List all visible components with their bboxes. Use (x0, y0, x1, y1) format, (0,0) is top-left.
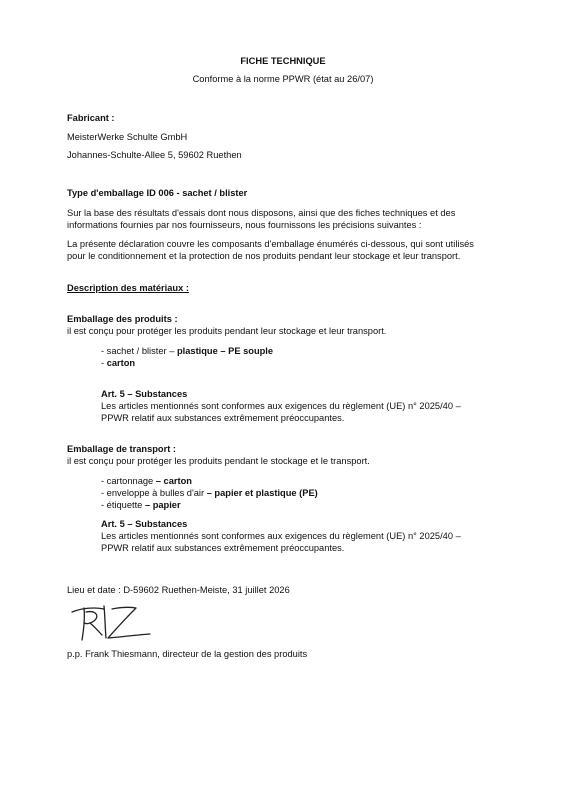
manufacturer-heading: Fabricant : (67, 113, 115, 123)
transport-material-item: - cartonnage – carton (101, 476, 192, 486)
intro-paragraph-line: Sur la base des résultats d'essais dont nous disposons, ainsi que des fiches techniques et des (67, 208, 456, 218)
materials-heading: Description des matériaux : (67, 283, 189, 293)
document-subtitle: Conforme à la norme PPWR (état au 26/07) (192, 74, 374, 84)
transport-packaging-heading: Emballage de transport : (67, 444, 177, 454)
product-material-item: - carton (101, 358, 136, 368)
document-title: FICHE TECHNIQUE (240, 56, 326, 66)
product-art5-heading: Art. 5 – Substances (101, 389, 188, 399)
product-packaging-intro: il est conçu pour protéger les produits pendant leur stockage et leur transport. (67, 326, 387, 336)
transport-material-item: - enveloppe à bulles d'air – papier et plastique (PE) (101, 488, 318, 498)
transport-art5-heading: Art. 5 – Substances (101, 519, 188, 529)
transport-packaging-intro: il est conçu pour protéger les produits pendant le stockage et le transport. (67, 456, 370, 466)
manufacturer-address: Johannes-Schulte-Allee 5, 59602 Ruethen (67, 150, 242, 160)
place-and-date: Lieu et date : D-59602 Ruethen-Meiste, 31 juillet 2026 (67, 585, 290, 595)
manufacturer-name: MeisterWerke Schulte GmbH (67, 132, 188, 142)
intro-paragraph-line: informations fournies par nos fournisseurs, nous fournissons les précisions suivantes : (67, 220, 422, 230)
transport-art5-text: PPWR relatif aux substances extrêmement préoccupantes. (101, 543, 345, 553)
product-art5-text: Les articles mentionnés sont conformes aux exigences du règlement (UE) n° 2025/40 – (101, 401, 461, 411)
product-material-item: - sachet / blister – plastique – PE souple (101, 346, 274, 356)
scope-paragraph-line: La présente déclaration couvre les composants d'emballage énumérés ci-dessous, qui sont utilisés (67, 239, 474, 249)
transport-art5-text: Les articles mentionnés sont conformes aux exigences du règlement (UE) n° 2025/40 – (101, 531, 461, 541)
scope-paragraph-line: pour le conditionnement et la protection de nos produits pendant leur stockage et leur transport. (67, 251, 461, 261)
signatory-line: p.p. Frank Thiesmann, directeur de la gestion des produits (67, 649, 308, 659)
transport-material-item: - étiquette – papier (101, 500, 181, 510)
packaging-type-heading: Type d'emballage ID 006 - sachet / blister (67, 188, 248, 198)
product-art5-text: PPWR relatif aux substances extrêmement préoccupantes. (101, 413, 345, 423)
product-packaging-heading: Emballage des produits : (67, 314, 178, 324)
handwritten-signature (68, 602, 158, 644)
